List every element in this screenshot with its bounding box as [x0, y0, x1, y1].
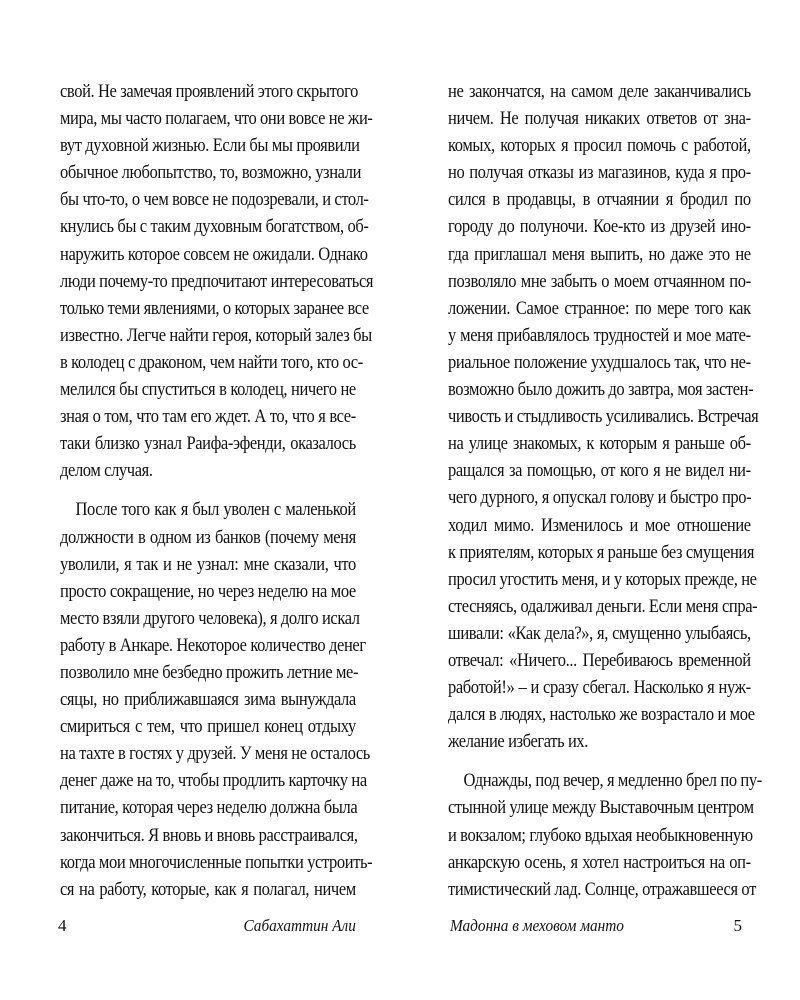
text-line: возможно было дожить до завтра, моя застен- — [448, 379, 754, 401]
text-line: вут духовной жизнью. Если бы мы проявили — [60, 135, 360, 157]
text-line: бы что-то, о чем вовсе не подозревали, и стол- — [60, 189, 369, 211]
text-line: закончиться. Я вновь и вновь расстраивался, — [60, 824, 358, 846]
text-line: уволили, я так и не узнал: мне сказали, что — [60, 553, 356, 575]
text-line: денег даже на то, чтобы продлить карточку на — [60, 770, 367, 792]
text-line: гда приглашал меня выпить, но даже это не — [448, 243, 751, 265]
text-line: анкарскую осень, я хотел настроиться на оп- — [448, 851, 751, 873]
text-line: шивали: «Как дела?», я, смущенно улыбаясь, — [448, 622, 751, 644]
text-line: ничем. Не получая никаких ответов от зна- — [448, 108, 751, 130]
right-page-text — [448, 78, 762, 903]
text-line: зная о том, что там его ждет. А то, что я все- — [60, 406, 356, 428]
text-line: люди почему-то предпочитают интересоваться — [60, 270, 374, 292]
text-line: стесняясь, одалживал деньги. Если меня спра- — [448, 595, 758, 617]
text-line: После того как я был уволен с маленькой — [75, 499, 356, 521]
right-page — [400, 0, 800, 1000]
text-line: кнулись бы с таким духовным богатством, об- — [60, 216, 369, 238]
text-line: на улице знакомых, к которым я раньше об- — [448, 433, 751, 455]
text-line: ходил мимо. Изменилось и мое отношение — [448, 514, 751, 536]
text-line: должности в одном из банков (почему меня — [60, 526, 356, 548]
text-line: но получая отказы из магазинов, куда я про- — [448, 162, 751, 184]
text-line: работой!» – и сразу сбегал. Насколько я нуж- — [448, 677, 751, 699]
text-line: когда мои многочисленные попытки устроить- — [60, 851, 373, 873]
text-line: делом случая. — [60, 460, 153, 482]
text-line: позволяло мне забыть о моем отчаянном по- — [448, 270, 751, 292]
text-line: обычное любопытство, то, возможно, узнали — [60, 162, 362, 184]
text-line: наружить которое совсем не ожидали. Однако — [60, 243, 368, 265]
text-line: тимистический лад. Солнце, отражавшееся от — [448, 878, 756, 900]
text-line: просил угостить меня, и у которых прежде, не — [448, 568, 757, 590]
text-line: у меня прибавлялось трудностей и мое мате- — [448, 324, 751, 346]
text-line: дался в людях, настолько же возрастало и мое — [448, 704, 755, 726]
text-line: ся на работу, которые, как я полагал, ничем — [60, 878, 356, 900]
paragraph-gap — [448, 755, 751, 767]
text-line: сился в продавцы, в отчаянии я бродил по — [448, 189, 751, 211]
text-line: стынной улице между Выставочным центром — [448, 797, 754, 819]
text-line: таки близко узнал Раифа-эфенди, оказалось — [60, 433, 356, 455]
paragraph-gap — [60, 484, 356, 496]
text-line: смириться с тем, что пришел конец отдыху — [60, 716, 356, 738]
right-running-head-title: Мадонна в меховом манто — [450, 916, 624, 935]
text-line: ложении. Самое странное: по мере того как — [448, 297, 751, 319]
text-line: комых, которых я просил помочь с работой, — [448, 135, 751, 157]
text-line: и вокзалом; глубоко вдыхая необыкновенную — [448, 824, 753, 846]
text-line: свой. Не замечая проявлений этого скрытого — [60, 81, 358, 102]
text-line: позволило мне безбедно прожить летние ме- — [60, 661, 359, 683]
left-page-text — [60, 78, 374, 903]
text-line: просто сокращение, но через неделю на мое — [60, 580, 356, 602]
text-line: чивость и стыдливость усиливались. Встречая — [448, 406, 759, 428]
text-line: желание избегать их. — [448, 731, 589, 753]
left-page-number: 4 — [58, 916, 67, 935]
text-line: мелился бы спуститься в колодец, ничего не — [60, 379, 356, 401]
left-running-head-author: Сабахаттин Али — [243, 916, 356, 935]
text-line: на тахте в гостях у друзей. У меня не осталось — [60, 743, 370, 765]
text-line: к приятелям, которых я раньше без смущения — [448, 541, 755, 563]
text-line: сяцы, но приближавшаяся зима вынуждала — [60, 689, 356, 711]
text-line: в колодец с драконом, чем найти того, кто ос- — [60, 351, 363, 373]
text-line: отвечал: «Ничего... Перебиваюсь временной — [448, 649, 751, 671]
text-line: ращался за помощью, от кого я не видел ни- — [448, 460, 751, 482]
text-line: городу до полуночи. Кое-кто из друзей ино- — [448, 216, 751, 238]
text-line: риальное положение ухудшалось так, что не- — [448, 351, 751, 373]
text-line: питание, которая через неделю должна была — [60, 797, 358, 819]
text-line: известно. Легче найти героя, который залез бы — [60, 324, 372, 346]
text-line: не закончатся, на самом деле заканчивались — [448, 81, 751, 102]
text-line: чего дурного, я опускал голову и быстро про- — [448, 487, 752, 509]
text-line: мира, мы часто полагаем, что они вовсе не жи- — [60, 108, 373, 130]
text-line: место взяли другого человека), я долго искал — [60, 607, 360, 629]
text-line: работу в Анкаре. Некоторое количество денег — [60, 634, 366, 656]
text-line: Однажды, под вечер, я медленно брел по пу- — [463, 770, 762, 792]
right-page-number: 5 — [733, 916, 742, 935]
text-line: только теми явлениями, о которых заранее все — [60, 297, 369, 319]
